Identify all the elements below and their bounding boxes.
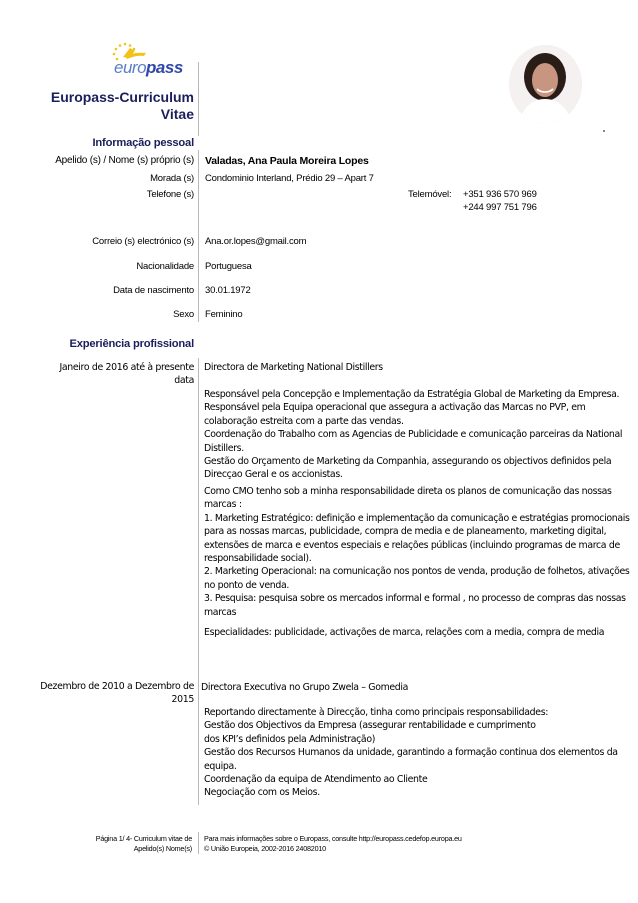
page-title: Europass-Curriculum	[50, 89, 194, 105]
job1-specialties: Especialidades: publicidade, activações de marca, relações com a media, compra de media	[204, 627, 605, 638]
job1-cmo-line: responsabilidade social).	[204, 553, 312, 565]
sex-label: Sexo	[173, 309, 194, 320]
logo-euro-text: euro	[114, 58, 147, 77]
job2-line: Negociação com os Meios.	[204, 787, 320, 799]
job1-date-line2: data	[174, 375, 194, 387]
footer-copyright: © União Europeia, 2002-2016 24082010	[204, 844, 326, 853]
job1-title: Directora de Marketing National Distillers	[204, 362, 383, 373]
job1-cmo-line: Como CMO tenho sob a minha responsabilidade direta os planos de comunicação das nossas	[204, 486, 612, 497]
column-divider-3	[198, 358, 199, 805]
job1-cmo-description	[204, 485, 634, 619]
footer-europass-info: Para mais informações sobre o Europass, consulte http://europass.cedefop.europa.eu	[204, 834, 462, 843]
footer-page-info: Página 1/ 4- Curriculum vitae de	[95, 834, 192, 843]
photo-dot	[603, 130, 605, 132]
europass-logo	[108, 42, 183, 80]
logo-pass-text: pass	[146, 58, 183, 77]
footer-right	[204, 834, 624, 854]
column-divider	[198, 62, 199, 136]
mobile-label: Telemóvel:	[408, 189, 452, 200]
job1-cmo-line: marcas :	[204, 499, 242, 511]
job1-line: Gestão do Orçamento de Marketing da Companhia, assegurando os objectivos definidos pela	[204, 456, 612, 468]
job1-cmo-line: 1. Marketing Estratégico: definição e implementação da comunicação e estratégias promocionais	[204, 512, 630, 524]
job2-line: Coordenação da equipa de Atendimento ao Cliente	[204, 774, 428, 786]
job1-line: Responsável pela Concepção e Implementação da Estratégia Global de Marketing da Empresa.	[204, 389, 620, 400]
page-title-line2: Vitae	[160, 106, 194, 122]
profile-photo	[509, 45, 582, 123]
name-value: Valadas, Ana Paula Moreira Lopes	[205, 155, 369, 167]
job1-cmo-line: marcas	[204, 606, 237, 618]
job2-date	[4, 680, 194, 707]
address-value: Condominio Interland, Prédio 29 – Apart 7	[205, 173, 374, 184]
column-divider-2	[198, 150, 199, 322]
job1-date	[4, 361, 194, 388]
section-experience-heading: Experiência profissional	[69, 338, 194, 350]
mobile-number-2: +244 997 751 796	[463, 202, 537, 213]
mobile-number-1: +351 936 570 969	[463, 189, 537, 200]
sex-value: Feminino	[205, 309, 243, 320]
birthdate-value: 30.01.1972	[205, 285, 251, 296]
section-personal-heading: Informação pessoal	[92, 137, 194, 149]
footer-name-info: Apelido(s) Nome(s)	[133, 844, 192, 853]
nationality-label: Nacionalidade	[136, 261, 194, 272]
job1-date-line1: Janeiro de 2016 até à presente	[59, 362, 194, 373]
job1-line: Distillers.	[204, 442, 244, 454]
birthdate-label: Data de nascimento	[113, 285, 194, 296]
job1-cmo-line: extensões de marca e eventos especiais e relações públicas (incluindo programas de marca de	[204, 539, 620, 551]
email-value: Ana.or.lopes@gmail.com	[205, 236, 307, 247]
job2-title: Directora Executiva no Grupo Zwela – Gomedia	[201, 682, 409, 693]
job2-line: dos KPI’s definidos pela Administração)	[204, 733, 376, 745]
job1-cmo-line: 2. Marketing Operacional: na comunicação nos pontos de venda, produção de folhetos, ativações	[204, 566, 630, 578]
job1-line: Direcçao Geral e os accionistas.	[204, 469, 343, 481]
phone-label: Telefone (s)	[146, 189, 194, 200]
job1-responsibilities	[204, 388, 634, 482]
job1-cmo-line: 3. Pesquisa: pesquisa sobre os mercados informal e formal , no processo de compras das nossas	[204, 593, 626, 605]
email-label: Correio (s) electrónico (s)	[92, 236, 194, 247]
job2-line: Reportando directamente à Direcção, tinha como principais responsabilidades:	[204, 707, 549, 718]
job2-line: Gestão dos Objectivos da Empresa (assegurar rentabilidade e cumprimento	[204, 720, 536, 732]
address-label: Morada (s)	[150, 173, 194, 184]
job1-line: colaboração estreita com a parte das vendas.	[204, 415, 404, 427]
job2-date-line2: 2015	[171, 694, 194, 706]
name-label: Apelido (s) / Nome (s) próprio (s)	[55, 155, 194, 166]
column-divider-footer	[198, 832, 199, 854]
job1-cmo-line: para as nossas marcas, publicidade, compra de media e de planeamento, marketing digital,	[204, 526, 607, 538]
job2-line: Gestão dos Recursos Humanos da unidade, garantindo a formação continua dos elementos da	[204, 747, 618, 759]
job2-date-line1: Dezembro de 2010 a Dezembro de	[40, 681, 194, 692]
job2-line: equipa.	[204, 760, 237, 772]
job1-line: Responsável pela Equipa operacional que assegura a activação das Marcas no PVP, em	[204, 402, 586, 414]
footer-left	[2, 834, 192, 854]
job1-cmo-line: no ponto de venda.	[204, 579, 290, 591]
nationality-value: Portuguesa	[205, 261, 252, 272]
job2-responsibilities	[204, 706, 634, 800]
job1-line: Coordenação do Trabalho com as Agencias de Publicidade e comunicação parceiras da National	[204, 429, 623, 441]
